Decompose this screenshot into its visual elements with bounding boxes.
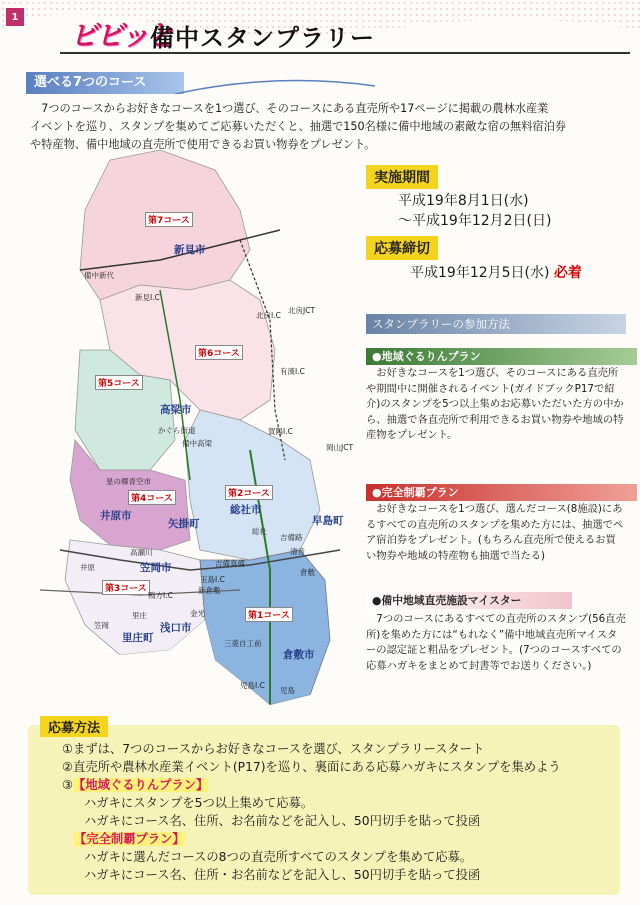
intro-line: や特産物、備中地域の直売所で使用できるお買い物券をプレゼント。 bbox=[30, 138, 376, 151]
course-label: 第1コース bbox=[245, 607, 293, 622]
course-label: 第7コース bbox=[145, 212, 193, 227]
plan2-name bbox=[74, 830, 185, 848]
apply-step: ①まずは、7つのコースからお好きなコースを選び、スタンプラリースタート bbox=[62, 742, 485, 756]
plan1-name: 【地域ぐるりんプラン】 bbox=[73, 778, 209, 792]
place-label: 倉敷 bbox=[300, 568, 315, 577]
place-label: 岡山JCT bbox=[326, 443, 354, 452]
plan-title: ●完全制覇プラン bbox=[366, 484, 637, 501]
place-label: 新見I.C bbox=[135, 293, 160, 302]
apply-step-number: ③ bbox=[62, 778, 74, 792]
place-label: 有漢I.C bbox=[280, 367, 305, 376]
intro-line: イベントを巡り、スタンプを集めてご応募いただくと、抽選で150名様に備中地域の素敵な宿の無料宿泊券 bbox=[30, 120, 566, 133]
city-label: 高梁市 bbox=[160, 404, 192, 416]
apply-text: ハガキに選んだコースの8つの直売所すべてのスタンプを集めて応募。 bbox=[84, 850, 473, 864]
plan-title: ●備中地域直売施設マイスター bbox=[366, 592, 572, 609]
application-title: 応募方法 bbox=[40, 716, 108, 737]
section-swoosh-decoration bbox=[175, 72, 375, 94]
deadline-label: 応募締切 bbox=[366, 236, 438, 260]
place-label: かぐら街道 bbox=[158, 426, 196, 435]
course-label: 第3コース bbox=[102, 580, 150, 595]
course-label: 第5コース bbox=[95, 375, 143, 390]
course-label: 第2コース bbox=[225, 485, 273, 500]
method-heading: スタンプラリーの参加方法 bbox=[366, 314, 626, 334]
place-label: 北房JCT bbox=[288, 306, 316, 315]
title-logo: ビビッと bbox=[70, 19, 173, 52]
period-start: 平成19年8月1日(水) bbox=[398, 193, 529, 209]
intro-paragraph bbox=[30, 100, 620, 154]
city-label: 倉敷市 bbox=[283, 649, 315, 661]
plan-title: ●地域ぐるりんプラン bbox=[366, 348, 637, 365]
intro-line: 7つのコースからお好きなコースを1つ選び、そのコースにある直売所や17ページに掲載の農林水産業 bbox=[30, 102, 549, 115]
city-label: 矢掛町 bbox=[168, 518, 200, 530]
place-label: 備中高梁 bbox=[182, 439, 212, 448]
place-label: 星の郷青空市 bbox=[106, 477, 151, 486]
city-label: 早島町 bbox=[312, 515, 344, 527]
apply-text: ハガキにコース名、住所、お名前などを記入し、50円切手を貼って投函 bbox=[84, 814, 481, 828]
title-divider bbox=[60, 52, 630, 54]
apply-step: ②直売所や農林水産業イベント(P17)を巡り、裏面にある応募ハガキにスタンプを集めよう bbox=[62, 760, 561, 774]
place-label: 賀陽I.C bbox=[268, 427, 293, 436]
course-map bbox=[40, 150, 360, 735]
place-label: 吉備路 bbox=[280, 533, 303, 542]
page-title: 備中スタンプラリー bbox=[150, 24, 375, 52]
place-label: 金光 bbox=[190, 609, 205, 618]
section-heading: 選べる7つのコース bbox=[26, 72, 184, 94]
apply-text: ハガキにコース名、住所・お名前などを記入し、50円切手を貼って投函 bbox=[84, 868, 481, 882]
place-label: 井原 bbox=[80, 563, 95, 572]
place-label: 新倉敷 bbox=[198, 586, 221, 595]
place-label: 里庄 bbox=[132, 611, 147, 620]
period-label: 実施期間 bbox=[366, 165, 438, 189]
place-label: 三菱自工前 bbox=[224, 639, 262, 648]
place-label: 児島I.C bbox=[240, 681, 265, 690]
course-label: 第6コース bbox=[195, 345, 243, 360]
city-label: 里庄町 bbox=[122, 632, 154, 644]
place-label: 高瀬川 bbox=[130, 548, 153, 557]
period-end: 〜平成19年12月2日(日) bbox=[398, 213, 552, 229]
city-label: 井原市 bbox=[100, 510, 132, 522]
deadline-date: 平成19年12月5日(水) bbox=[410, 265, 550, 281]
city-label: 総社市 bbox=[230, 504, 262, 516]
place-label: 清音 bbox=[290, 547, 305, 556]
city-label: 新見市 bbox=[174, 244, 206, 256]
deadline-text bbox=[410, 262, 582, 282]
plan2-name-text: 【完全制覇プラン】 bbox=[74, 832, 185, 846]
plan-body: お好きなコースを1つ選び、そのコースにある直売所や期間中に開催されるイベント(ガイドブックP17で紹介)のスタンプを5つ以上集めお応募いただいた方の中から、抽選で各直売所で利用できるお買い物券や地域の特産物をプレゼント。 bbox=[366, 367, 624, 441]
place-label: 玉島I.C bbox=[200, 575, 225, 584]
page-number: 1 bbox=[6, 8, 24, 26]
place-label: 児島 bbox=[280, 686, 295, 695]
place-label: 鴨方I.C bbox=[148, 591, 173, 600]
place-label: 北房I.C bbox=[256, 311, 281, 320]
deadline-note: 必着 bbox=[553, 265, 582, 281]
place-label: 総社 bbox=[252, 527, 267, 536]
city-label: 浅口市 bbox=[160, 622, 192, 634]
plan-body: 7つのコースにあるすべての直売所のスタンプ(56直売所)を集めた方には“もれなく”備中地域直売所マイスターの認定証と粗品をプレゼント。(7つのコースすべての応募ハガキをまとめて封書等でお送りください。) bbox=[366, 613, 626, 672]
city-label: 笠岡市 bbox=[140, 562, 172, 574]
place-label: 吉備真備 bbox=[215, 559, 245, 568]
apply-step bbox=[62, 776, 208, 794]
place-label: 笠岡 bbox=[94, 621, 109, 630]
plan-body: お好きなコースを1つ選び、選んだコース(8施設)にあるすべての直売所のスタンプを集めた方には、抽選でペア宿泊券をプレゼント。(もちろん直売所で使えるお買い物券や地域の特産物も抽選で当たる) bbox=[366, 503, 624, 562]
place-label: 備中新代 bbox=[84, 271, 114, 280]
apply-text: ハガキにスタンプを5つ以上集めて応募。 bbox=[84, 796, 314, 810]
course-label: 第4コース bbox=[128, 490, 176, 505]
